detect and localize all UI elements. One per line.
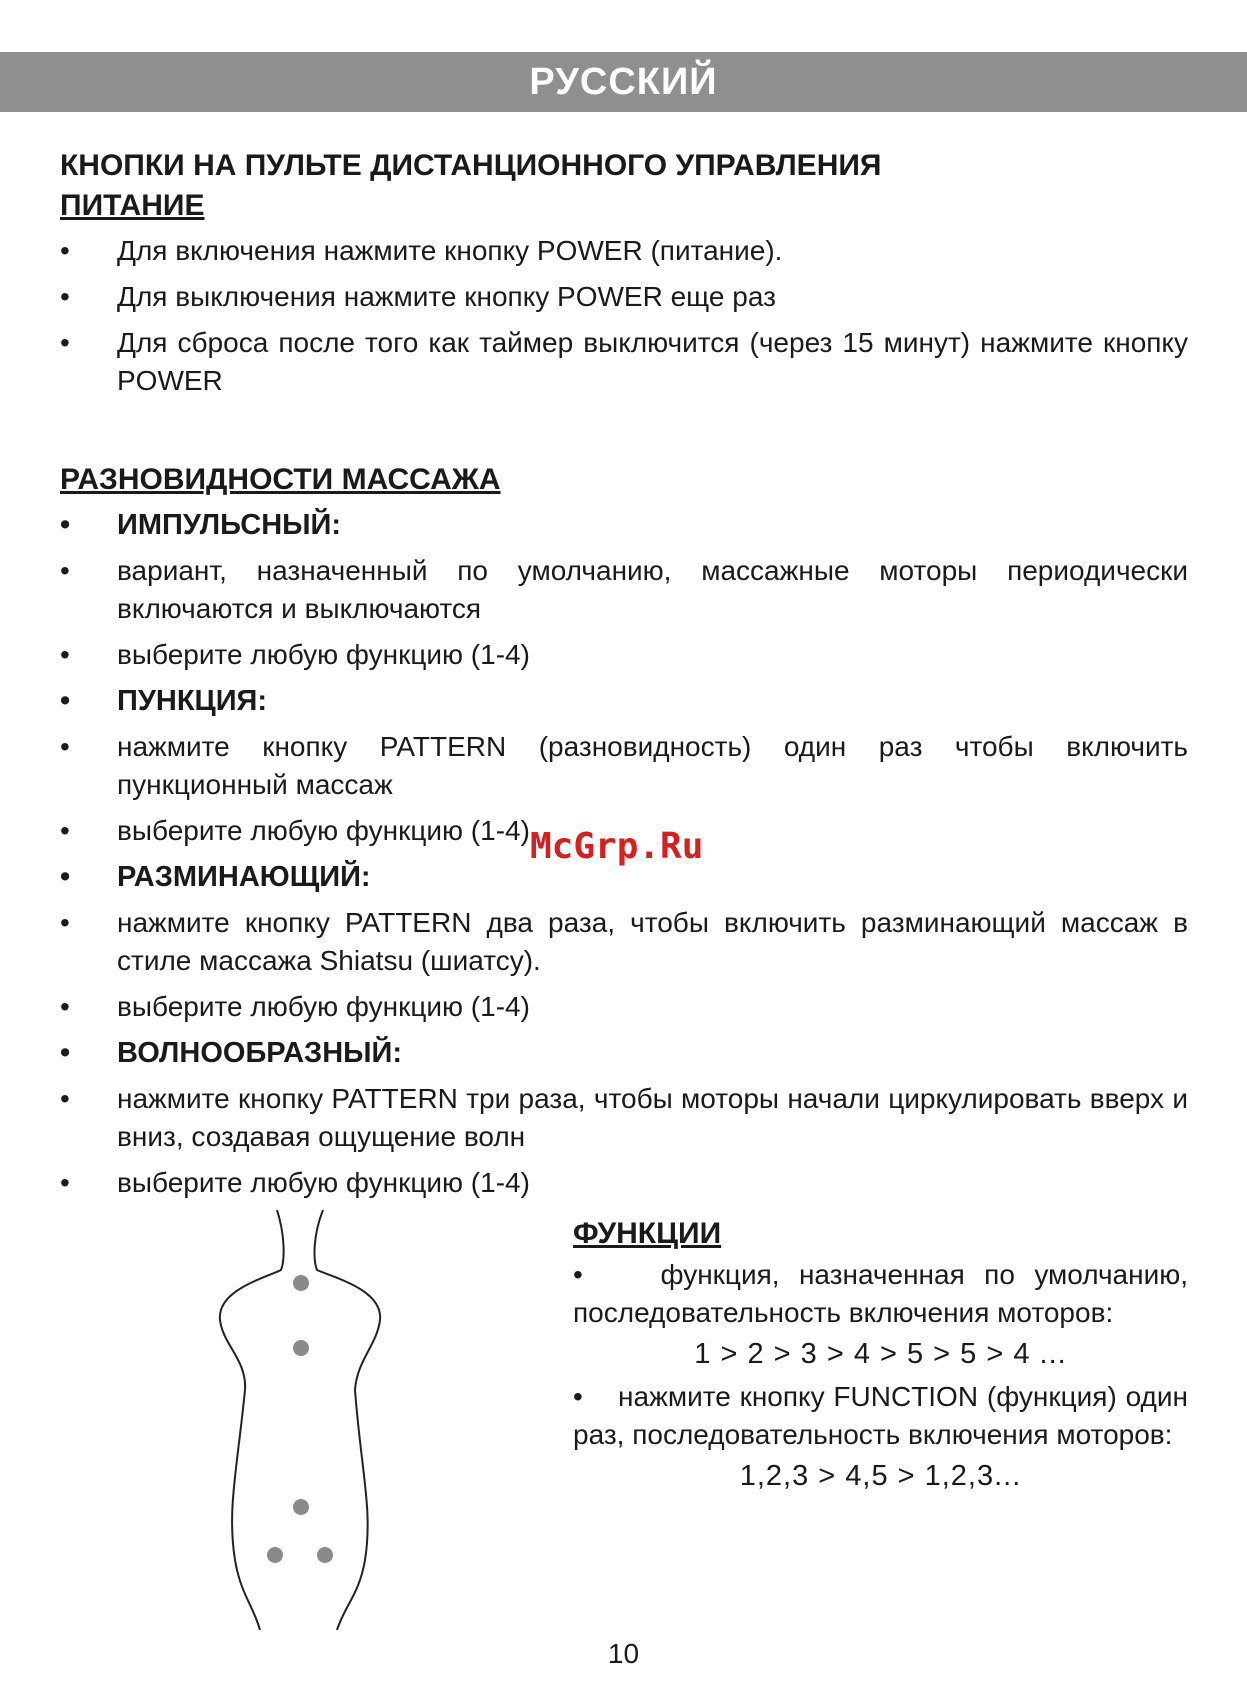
language-header: РУССКИЙ	[0, 52, 1247, 112]
power-list	[60, 232, 1188, 400]
remote-buttons-heading: КНОПКИ НА ПУЛЬТЕ ДИСТАНЦИОННОГО УПРАВЛЕНИЯ	[60, 149, 882, 182]
motor-point-5	[317, 1547, 333, 1563]
list-item: • выберите любую функцию (1-4)	[60, 1164, 1188, 1202]
list-item: • ПУНКЦИЯ:	[60, 682, 1188, 720]
sequence-default: 1 > 2 > 3 > 4 > 5 > 5 > 4 ...	[694, 1338, 1067, 1370]
list-item: • Для выключения нажмите кнопку POWER еще раз	[60, 278, 1188, 316]
page-number: 10	[607, 1638, 640, 1669]
sequence-function-once: 1,2,3 > 4,5 > 1,2,3...	[739, 1460, 1022, 1492]
list-item: • ИМПУЛЬСНЫЙ:	[60, 506, 1188, 544]
list-item: • РАЗМИНАЮЩИЙ:	[60, 858, 1188, 896]
bullet-icon: •	[60, 555, 70, 586]
watermark-text: McGrp.Ru	[530, 826, 704, 867]
motor-point-1	[293, 1275, 309, 1291]
list-item: • выберите любую функцию (1-4)	[60, 636, 1188, 674]
bullet-icon: •	[60, 327, 70, 358]
function-button-text: • нажмите кнопку FUNCTION (функция) один раз, последовательность включения моторов:	[573, 1381, 1188, 1450]
bullet-icon: •	[60, 815, 70, 846]
motor-point-4	[267, 1547, 283, 1563]
main-content	[60, 146, 1188, 1210]
bullet-icon: •	[573, 1259, 583, 1290]
bullet-icon: •	[60, 731, 70, 762]
bullet-icon: •	[60, 235, 70, 266]
list-item: • вариант, назначенный по умолчанию, массажные моторы периодически включаются и выключаются	[60, 552, 1188, 628]
bullet-icon: •	[60, 907, 70, 938]
list-item: • выберите любую функцию (1-4)	[60, 988, 1188, 1026]
list-item: • выберите любую функцию (1-4)	[60, 812, 1188, 850]
bullet-icon: •	[60, 1167, 70, 1198]
bullet-icon: •	[60, 639, 70, 670]
bullet-icon: •	[60, 991, 70, 1022]
bullet-icon: •	[60, 685, 71, 717]
body-outline-right	[315, 1210, 381, 1630]
bullet-icon: •	[60, 509, 71, 541]
bullet-icon: •	[60, 1037, 71, 1069]
body-outline-left	[220, 1210, 284, 1630]
list-item: • Для включения нажмите кнопку POWER (питание).	[60, 232, 1188, 270]
list-item: • нажмите кнопку PATTERN (разновидность) один раз чтобы включить пункционный массаж	[60, 728, 1188, 804]
bullet-icon: •	[573, 1381, 583, 1412]
bullet-icon: •	[60, 861, 71, 893]
bullet-icon: •	[60, 281, 70, 312]
body-outline-figure	[205, 1210, 405, 1630]
functions-heading: ФУНКЦИИ	[573, 1217, 722, 1250]
motor-point-3	[293, 1499, 309, 1515]
list-item: • нажмите кнопку PATTERN три раза, чтобы моторы начали циркулировать вверх и вниз, создавая ощущение волн	[60, 1080, 1188, 1156]
functions-section	[573, 1214, 1188, 1500]
function-default-text: • функция, назначенная по умолчанию, последовательность включения моторов:	[573, 1259, 1188, 1328]
massage-types-heading: РАЗНОВИДНОСТИ МАССАЖА	[60, 463, 501, 496]
motor-point-2	[293, 1340, 309, 1356]
power-heading: ПИТАНИЕ	[60, 189, 205, 222]
list-item: • нажмите кнопку PATTERN два раза, чтобы включить разминающий массаж в стиле массажа Shiatsu (шиатсу).	[60, 904, 1188, 980]
list-item: • Для сброса после того как таймер выключится (через 15 минут) нажмите кнопку POWER	[60, 324, 1188, 400]
list-item: • ВОЛНООБРАЗНЫЙ:	[60, 1034, 1188, 1072]
bullet-icon: •	[60, 1083, 70, 1114]
